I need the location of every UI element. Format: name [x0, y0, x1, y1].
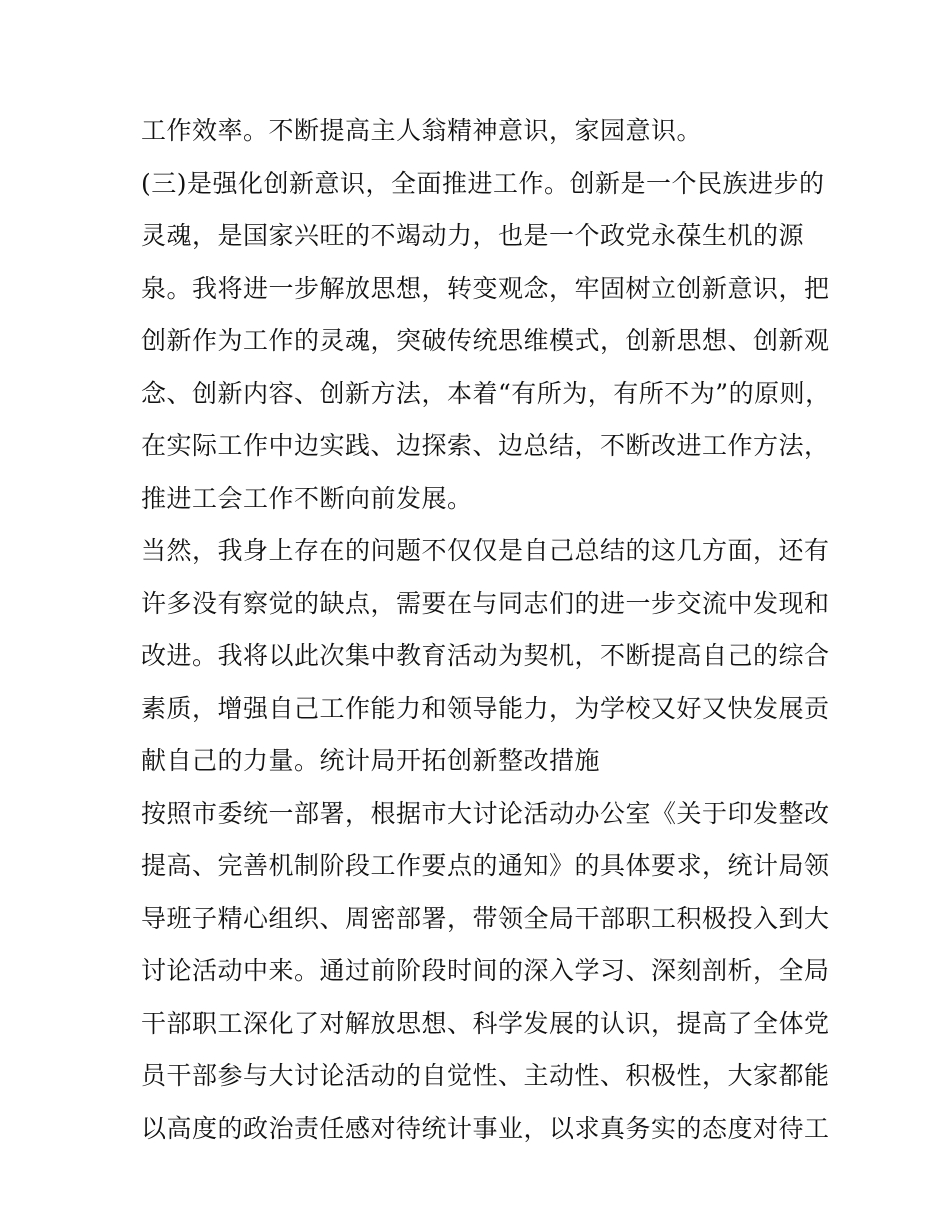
- text-line: 素质，增强自己工作能力和领导能力，为学校又好又快发展贡: [141, 693, 830, 723]
- text-line: 员干部参与大讨论活动的自觉性、主动性、积极性，大家都能: [141, 1061, 830, 1090]
- text-line: 献自己的力量。统计局开拓创新整改措施: [141, 746, 601, 775]
- text-line: 创新作为工作的灵魂，突破传统思维模式，创新思想、创新观: [141, 326, 830, 355]
- text-line: 按照市委统一部署，根据市大讨论活动办公室《关于印发整改: [141, 798, 830, 828]
- text-line: (三)是强化创新意识，全面推进工作。创新是一个民族进步的: [141, 168, 825, 198]
- text-line: 以高度的政治责任感对待统计事业，以求真务实的态度对待工: [141, 1113, 830, 1143]
- text-line: 干部职工深化了对解放思想、科学发展的认识，提高了全体党: [141, 1008, 830, 1038]
- text-line: 泉。我将进一步解放思想，转变观念，牢固树立创新意识，把: [141, 273, 830, 303]
- text-line: 推进工会工作不断向前发展。: [141, 483, 473, 513]
- text-line: 工作效率。不断提高主人翁精神意识，家园意识。: [141, 116, 703, 145]
- document-body: [141, 105, 831, 1155]
- text-line: 在实际工作中边实践、边探索、边总结，不断改进工作方法，: [141, 431, 830, 460]
- text-line: 讨论活动中来。通过前阶段时间的深入学习、深刻剖析，全局: [141, 956, 830, 985]
- text-line: 改进。我将以此次集中教育活动为契机，不断提高自己的综合: [141, 641, 830, 670]
- text-line: 导班子精心组织、周密部署，带领全局干部职工积极投入到大: [141, 903, 830, 933]
- text-line: 念、创新内容、创新方法，本着“有所为，有所不为”的原则，: [141, 378, 831, 408]
- text-line: 当然，我身上存在的问题不仅仅是自己总结的这几方面，还有: [141, 536, 830, 565]
- text-line: 许多没有察觉的缺点，需要在与同志们的进一步交流中发现和: [141, 588, 830, 618]
- text-line: 灵魂，是国家兴旺的不竭动力，也是一个政党永葆生机的源: [141, 221, 805, 250]
- text-line: 提高、完善机制阶段工作要点的通知》的具体要求，统计局领: [141, 851, 830, 880]
